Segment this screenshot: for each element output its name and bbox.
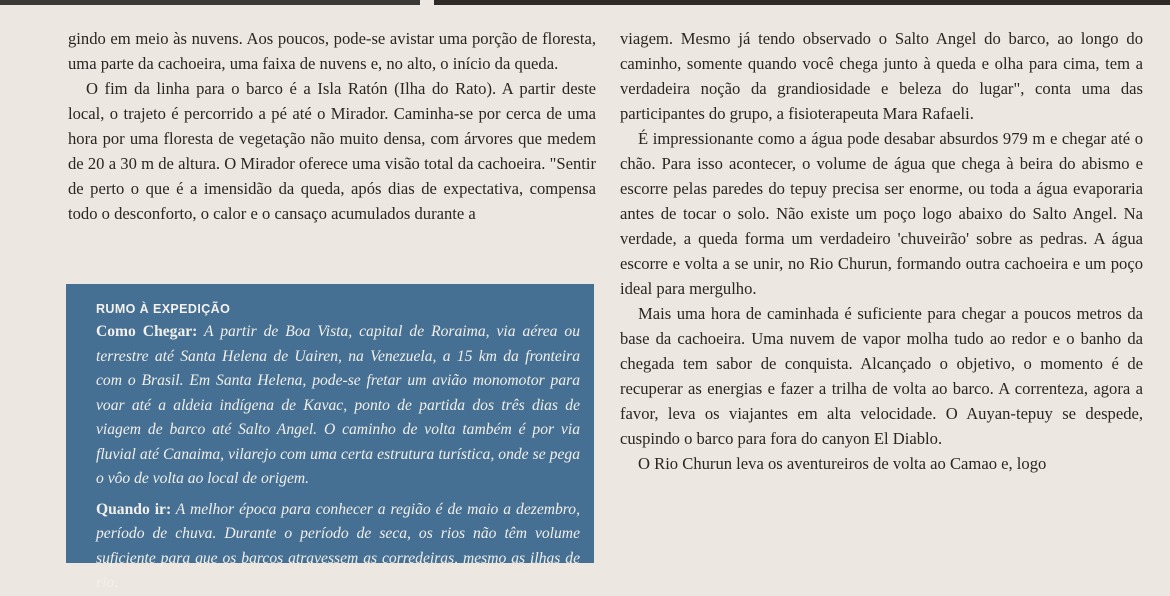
- box-title: RUMO À EXPEDIÇÃO: [96, 302, 231, 316]
- paragraph: O Rio Churun leva os aventureiros de volta ao Camao e, logo: [638, 454, 1047, 473]
- paragraph-lead: Quando ir:: [96, 500, 172, 518]
- right-text-column: [620, 26, 1143, 476]
- paragraph: Mais uma hora de caminhada é suficiente para chegar a poucos metros da base da cachoeira. Uma nuvem de vapor molha tudo ao redor e o banho da chegada tem sabor de conquista. Alcançado o objetivo, o momento é de recuperar as energias e fazer a trilha de volta ao barco. A correnteza, agora a favor, leva os viajantes em alta velocidade. O Auyan-tepuy se despede, cuspindo o barco para fora do canyon El Diablo.: [620, 304, 1143, 448]
- paragraph-lead: Como Chegar:: [96, 323, 198, 340]
- paragraph: viagem. Mesmo já tendo observado o Salto Angel do barco, ao longo do caminho, somente quando você chega junto à queda e olha para cima, tem a verdadeira noção da grandiosidade e beleza do lugar", conta uma das participantes do grupo, a fisioterapeuta Mara Rafaeli.: [620, 29, 1143, 123]
- paragraph-text: A partir de Boa Vista, capital de Roraima, via aérea ou terrestre até Santa Helena de Uairen, na Venezuela, a 15 km da fronteira com o Brasil. Em Santa Helena, pode-se fretar um avião monomotor para voar até a aldeia indígena de Kavac, ponto de partida dos três dias de viagem de barco até Salto Angel. O caminho de volta também é por via fluvial até Canaima, vilarejo com uma certa estrutura turística, onde se pega o vôo de volta ao local de origem.: [96, 323, 580, 487]
- how-to-get-there-paragraph: [96, 320, 580, 492]
- left-text-column: [68, 26, 596, 226]
- paragraph: É impressionante como a água pode desabar absurdos 979 m e chegar até o chão. Para isso acontecer, o volume de água que chega à beira do abismo e escorre pelas paredes do tepuy precisa ser enorme, ou toda a água evaporaria antes de tocar o solo. Não existe um poço logo abaixo do Salto Angel. Na verdade, a queda forma um verdadeiro 'chuveirão' sobre as pedras. A água escorre e volta a se unir, no Rio Churun, formando outra cachoeira e um poço ideal para mergulho.: [620, 129, 1143, 298]
- paragraph: O fim da linha para o barco é a Isla Ratón (Ilha do Rato). A partir deste local, o trajeto é percorrido a pé até o Mirador. Caminha-se por cerca de uma hora por uma floresta de vegetação não muito densa, com árvores que medem de 20 a 30 m de altura. O Mirador oferece uma visão total da cachoeira. "Sentir de perto o que é a imensidão da queda, após dias de expectativa, compensa todo o desconforto, o calor e o cansaço acumulados durante a: [68, 79, 596, 223]
- top-photo-edge-right: [434, 0, 1170, 5]
- paragraph: gindo em meio às nuvens. Aos poucos, pode-se avistar uma porção de floresta, uma parte da cachoeira, uma faixa de nuvens e, no alto, o início da queda.: [68, 29, 596, 73]
- when-to-go-paragraph: [96, 498, 580, 596]
- paragraph-text: A melhor época para conhecer a região é de maio a dezembro, período de chuva. Durante o período de seca, os rios não têm volume suficiente para que os barcos atravessem as corredeiras, mesmo as ilhas de rio.: [96, 500, 580, 591]
- expedition-info-box: [66, 284, 594, 591]
- top-photo-edge-left: [0, 0, 420, 5]
